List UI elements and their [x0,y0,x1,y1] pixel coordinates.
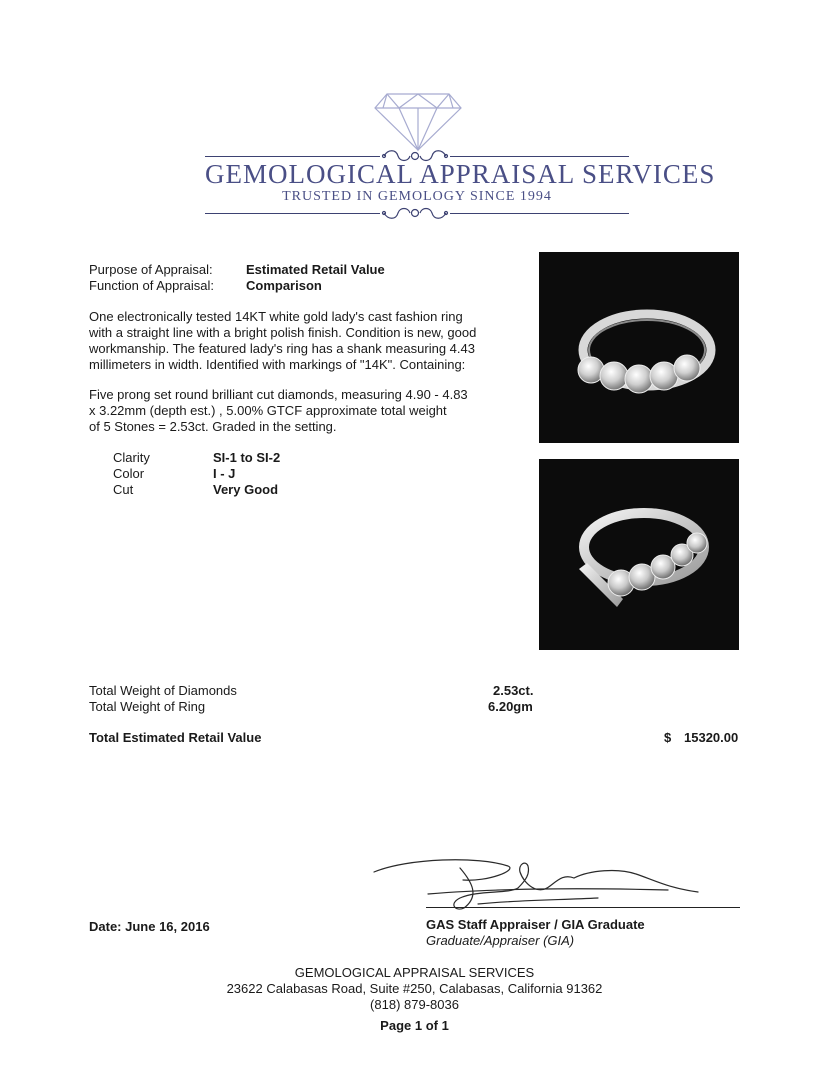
description-line: millimeters in width. Identified with markings of "14K". Containing: [89,357,466,372]
description-line: of 5 Stones = 2.53ct. Graded in the setting. [89,419,337,434]
ring-side-icon [539,459,739,650]
total-retail-label: Total Estimated Retail Value [89,730,262,745]
grading-label: Color [113,466,145,481]
appraiser-title: GAS Staff Appraiser / GIA Graduate [426,917,645,932]
description-line: workmanship. The featured lady's ring has a shank measuring 4.43 [89,341,475,356]
description-line: with a straight line with a bright polish finish. Condition is new, good [89,325,477,340]
total-ring-value: 6.20gm [488,699,533,714]
company-tagline: TRUSTED IN GEMOLOGY SINCE 1994 [282,189,552,204]
appraisal-date: Date: June 16, 2016 [89,919,210,934]
footer-company: GEMOLOGICAL APPRAISAL SERVICES [294,965,535,980]
total-retail-value: 15320.00 [684,730,739,745]
description-line: One electronically tested 14KT white gold lady's cast fashion ring [89,309,463,324]
grading-value: SI-1 to SI-2 [213,450,281,465]
ring-front-icon [539,252,739,443]
purpose-value: Estimated Retail Value [246,262,385,277]
grading-value: Very Good [213,482,279,497]
grading-label: Clarity [113,450,150,465]
flourish-bottom-icon [380,203,450,223]
function-label: Function of Appraisal: [89,278,215,293]
grading-label: Cut [113,482,134,497]
grading-value: I - J [213,466,236,481]
page-number: Page 1 of 1 [380,1018,449,1033]
ring-photo-front [539,252,739,443]
letterhead [0,0,829,240]
footer-phone: (818) 879-8036 [370,997,459,1012]
appraiser-subtitle: Graduate/Appraiser (GIA) [426,933,575,948]
function-value: Comparison [246,278,322,293]
signature-line [426,907,740,908]
description-paragraph-1 [89,309,476,373]
purpose-label: Purpose of Appraisal: [89,262,213,277]
diamond-outline-icon [373,92,463,152]
ring-photo-side [539,459,739,650]
description-line: Five prong set round brilliant cut diamonds, measuring 4.90 - 4.83 [89,387,468,402]
total-diamonds-value: 2.53ct. [493,683,534,698]
description-line: x 3.22mm (depth est.) , 5.00% GTCF approximate total weight [89,403,447,418]
currency-symbol: $ [664,730,672,745]
company-name: GEMOLOGICAL APPRAISAL SERVICES [205,159,716,189]
footer-address: 23622 Calabasas Road, Suite #250, Calabasas, California 91362 [226,981,603,996]
total-diamonds-label: Total Weight of Diamonds [89,683,237,698]
total-ring-label: Total Weight of Ring [89,699,206,714]
description-paragraph-2 [89,387,468,435]
